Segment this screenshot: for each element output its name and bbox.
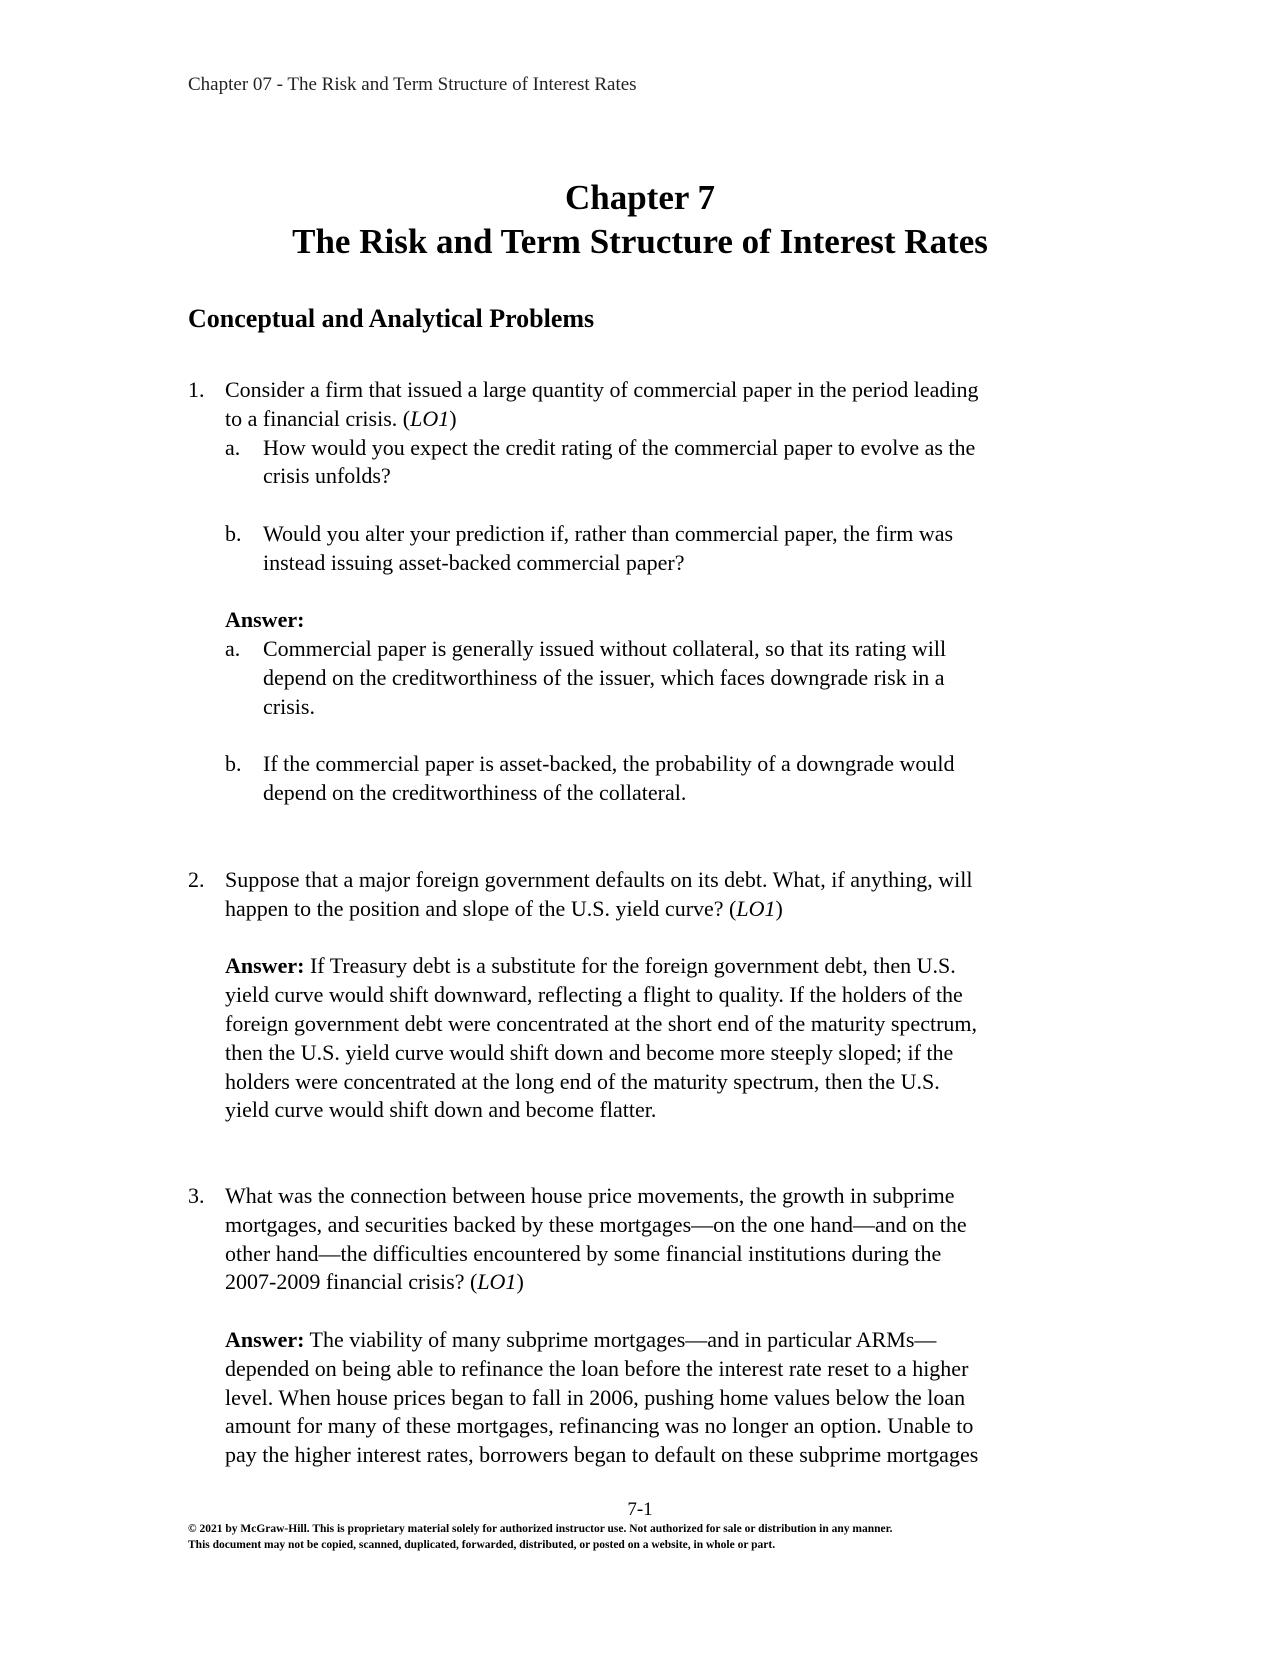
question-3: 3. What was the connection between house price movements, the growth in subprime mortgages, and securities backed by these mortgages—on the one hand—and on the other hand—the difficulties encountered by some financial institutions during the 2007-2009 financial crisis? (LO1) Answer: The viability of many subprime mortgages—and in particular ARMs— depended on being able to refinance the loan before the interest rate reset to a higher level. When house prices began to fall in 2006, pushing home values below the loan amount for many of these mortgages, refinancing was no longer an option. Unable to pay the higher interest rates, borrowers began to default on these subprime mortgages xyxy=(188,1182,1088,1470)
question-text: What was the connection between house price movements, the growth in subprime xyxy=(225,1183,955,1208)
answer-text: Answer: If Treasury debt is a substitute for the foreign government debt, then U.S. xyxy=(225,953,956,979)
copyright-notice: © 2021 by McGraw-Hill. This is proprietary material solely for authorized instructor use. Not authorized for sale or distribution in any manner. This document may not be copied, scanned, duplicated, forwarded, distributed, or posted on a website, in whole or part. xyxy=(188,1523,893,1551)
question-text: other hand—the difficulties encountered by some financial institutions during the xyxy=(225,1240,942,1266)
running-header: Chapter 07 - The Risk and Term Structure of Interest Rates xyxy=(188,74,637,95)
answer-b: b. If the commercial paper is asset-backed, the probability of a downgrade would depend on the creditworthiness of the collateral. xyxy=(225,751,955,806)
answer-label: Answer: xyxy=(225,1326,305,1352)
answer-text: Answer: The viability of many subprime mortgages—and in particular ARMs— xyxy=(225,1326,937,1352)
sub-question-a: a. How would you expect the credit rating of the commercial paper to evolve as the crisis unfolds? xyxy=(225,434,976,489)
question-number: 2. xyxy=(188,867,205,892)
question-text: Consider a firm that issued a large quantity of commercial paper in the period leading xyxy=(225,377,979,402)
learning-objective: LO1 xyxy=(736,895,776,921)
learning-objective: LO1 xyxy=(477,1269,517,1295)
page-number: 7-1 xyxy=(627,1499,653,1520)
chapter-number: Chapter 7 xyxy=(564,178,716,217)
chapter-name: The Risk and Term Structure of Interest Rates xyxy=(292,222,988,261)
question-number: 1. xyxy=(188,377,205,402)
question-text: Suppose that a major foreign government defaults on its debt. What, if anything, will xyxy=(225,867,973,892)
question-text: 2007-2009 financial crisis? (LO1) xyxy=(225,1269,524,1295)
question-text: to a financial crisis. (LO1) xyxy=(225,405,457,431)
sub-question-b: b. Would you alter your prediction if, rather than commercial paper, the firm was instead issuing asset-backed commercial paper? xyxy=(225,520,954,575)
answer-label: Answer: xyxy=(225,607,305,633)
learning-objective: LO1 xyxy=(410,405,450,431)
question-2: 2. Suppose that a major foreign government defaults on its debt. What, if anything, will happen to the position and slope of the U.S. yield curve? (LO1) Answer: If Treasury debt is a substitute for the foreign government debt, then U.S. yield curve would shift downward, reflecting a flight to quality. If the holders of the foreign government debt were concentrated at the short end of the maturity spectrum, then the U.S. yield curve would shift down and become more steeply sloped; if the holders were concentrated at the long end of the maturity spectrum, then the U.S. yield curve would shift down and become flatter. xyxy=(188,866,1088,1125)
section-heading: Conceptual and Analytical Problems xyxy=(188,304,595,333)
answer-a: a. Commercial paper is generally issued without collateral, so that its rating will depend on the creditworthiness of the issuer, which faces downgrade risk in a crisis. xyxy=(225,636,947,719)
question-text: mortgages, and securities backed by these mortgages—on the one hand—and on the xyxy=(225,1211,967,1237)
answer-label: Answer: xyxy=(225,953,305,979)
question-1 xyxy=(188,376,1088,808)
question-number: 3. xyxy=(188,1183,205,1208)
question-text: happen to the position and slope of the U.S. yield curve? (LO1) xyxy=(225,895,783,921)
chapter-title xyxy=(0,176,1280,264)
